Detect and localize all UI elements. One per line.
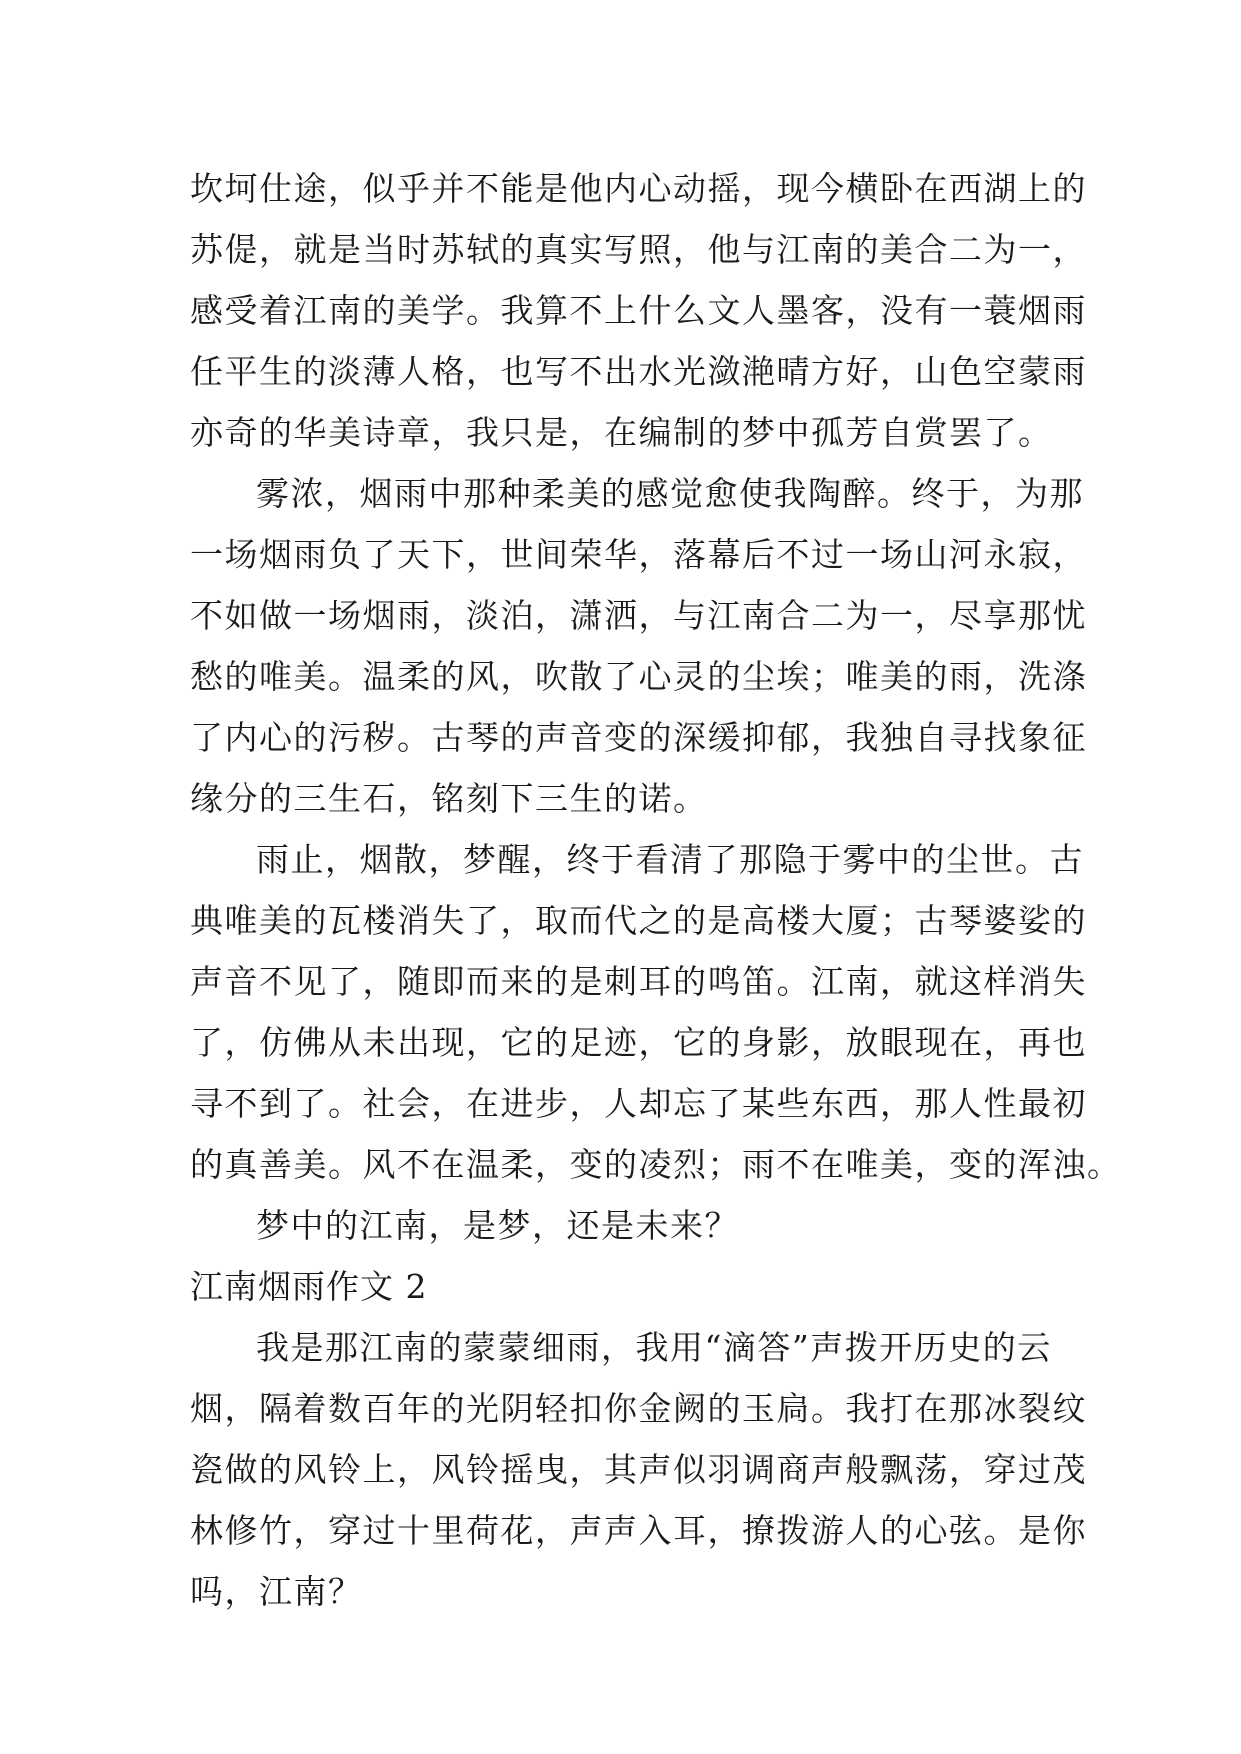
paragraph-line: 声音不见了，随即而来的是刺耳的鸣笛。江南，就这样消失 (190, 962, 1087, 1001)
paragraph-line: 了内心的污秽。古琴的声音变的深缓抑郁，我独自寻找象征 (190, 718, 1087, 757)
essay-body (190, 158, 1122, 1622)
paragraph-line: 了，仿佛从未出现，它的足迹，它的身影，放眼现在，再也 (190, 1023, 1087, 1062)
paragraph-line: 寻不到了。社会，在进步，人却忘了某些东西，那人性最初 (190, 1084, 1087, 1123)
paragraph-line: 一场烟雨负了天下，世间荣华，落幕后不过一场山河永寂， (190, 535, 1087, 574)
paragraph-line: 吗，江南？ (190, 1572, 363, 1611)
paragraph-line: 雨止，烟散，梦醒，终于看清了那隐于雾中的尘世。古 (256, 840, 1084, 879)
paragraph-line: 林修竹，穿过十里荷花，声声入耳，撩拨游人的心弦。是你 (190, 1511, 1087, 1550)
paragraph-line: 典唯美的瓦楼消失了，取而代之的是高楼大厦；古琴婆娑的 (190, 901, 1087, 940)
paragraph-line: 亦奇的华美诗章，我只是，在编制的梦中孤芳自赏罢了。 (190, 413, 1053, 452)
paragraph-line: 愁的唯美。温柔的风，吹散了心灵的尘埃；唯美的雨，洗涤 (190, 657, 1087, 696)
paragraph-line: 感受着江南的美学。我算不上什么文人墨客，没有一蓑烟雨 (190, 291, 1087, 330)
paragraph-line: 不如做一场烟雨，淡泊，潇洒，与江南合二为一，尽享那忧 (190, 596, 1087, 635)
paragraph-line: 任平生的淡薄人格，也写不出水光潋滟晴方好，山色空蒙雨 (190, 352, 1087, 391)
section-heading: 江南烟雨作文 2 (190, 1267, 428, 1306)
paragraph-line: 的真善美。风不在温柔，变的凌烈；雨不在唯美，变的浑浊。 (190, 1145, 1122, 1184)
paragraph-line: 苏偍，就是当时苏轼的真实写照，他与江南的美合二为一， (190, 230, 1087, 269)
paragraph-line: 我是那江南的蒙蒙细雨，我用“滴答”声拨开历史的云 (256, 1328, 1052, 1367)
paragraph-line: 雾浓，烟雨中那种柔美的感觉愈使我陶醉。终于，为那 (256, 474, 1084, 513)
paragraph-line: 瓷做的风铃上，风铃摇曳，其声似羽调商声般飘荡，穿过茂 (190, 1450, 1087, 1489)
paragraph-line: 梦中的江南，是梦，还是未来？ (256, 1206, 739, 1245)
paragraph-line: 坎坷仕途，似乎并不能是他内心动摇，现今横卧在西湖上的 (190, 169, 1087, 208)
paragraph-line: 烟，隔着数百年的光阴轻扣你金阙的玉扃。我打在那冰裂纹 (190, 1389, 1087, 1428)
paragraph-line: 缘分的三生石，铭刻下三生的诺。 (190, 779, 708, 818)
